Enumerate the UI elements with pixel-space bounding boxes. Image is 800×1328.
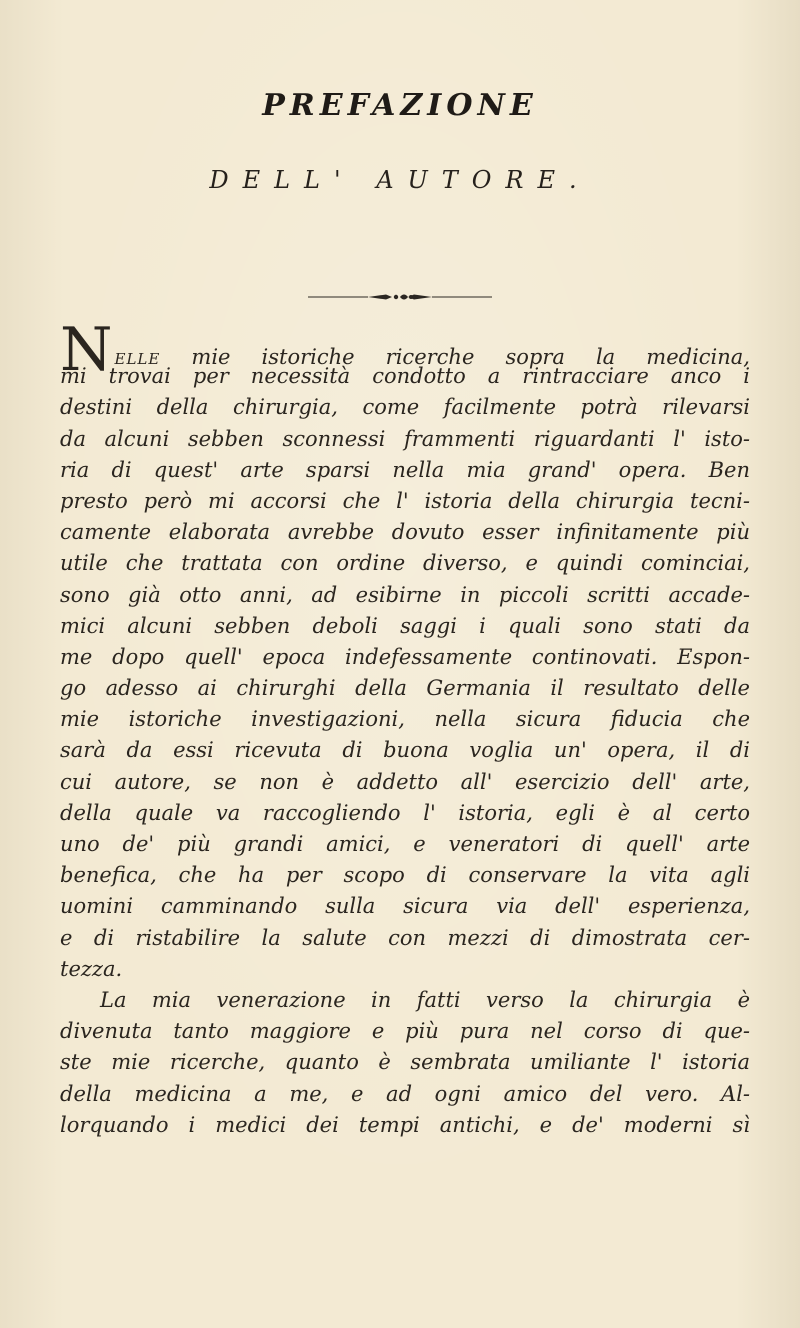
text-line: ste mie ricerche, quanto è sembrata umiliante l' istoria: [60, 1050, 750, 1075]
ornament-divider-icon: [308, 290, 492, 304]
drop-cap: N: [60, 315, 113, 385]
text-line: e di ristabilire la salute con mezzi di dimostrata cer-: [60, 925, 750, 950]
text-line: da alcuni sebben sconnessi frammenti riguardanti l' isto-: [60, 426, 750, 451]
page-subtitle: DELL' AUTORE.: [209, 166, 591, 194]
text-line: benefica, che ha per scopo di conservare la vita agli: [60, 863, 750, 888]
text-line: mi trovai per necessità condotto a rintracciare anco i: [60, 364, 750, 389]
text-line: lorquando i medici dei tempi antichi, e de' moderni sì: [60, 1112, 750, 1137]
text-line: tezza.: [60, 956, 123, 981]
text-line: NELLE mie istoriche ricerche sopra la medicina,: [60, 315, 750, 385]
text-line: uomini camminando sulla sicura via dell' esperienza,: [60, 894, 750, 919]
text-line: ria di quest' arte sparsi nella mia grand' opera. Ben: [60, 457, 750, 482]
preface-body: [60, 315, 750, 1141]
text-line: utile che trattata con ordine diverso, e quindi cominciai,: [60, 551, 750, 576]
text-line: camente elaborata avrebbe dovuto esser infinitamente più: [60, 520, 750, 545]
page-title: PREFAZIONE: [262, 88, 538, 123]
first-word: ELLE: [114, 350, 161, 368]
text-line: della medicina a me, e ad ogni amico del vero. Al-: [60, 1081, 750, 1106]
text-line: La mia venerazione in fatti verso la chirurgia è: [100, 987, 750, 1012]
text-line: divenuta tanto maggiore e più pura nel corso di que-: [60, 1019, 750, 1044]
text-line: go adesso ai chirurghi della Germania il resultato delle: [60, 676, 750, 701]
text-line: presto però mi accorsi che l' istoria della chirurgia tecni-: [60, 488, 750, 513]
text-line: sono già otto anni, ad esibirne in piccoli scritti accade-: [60, 582, 750, 607]
text-line: destini della chirurgia, come facilmente potrà rilevarsi: [60, 395, 750, 420]
text-line: uno de' più grandi amici, e veneratori di quell' arte: [60, 832, 750, 856]
text-line: della quale va raccogliendo l' istoria, egli è al certo: [60, 800, 750, 825]
text-line: sarà da essi ricevuta di buona voglia un' opera, il di: [60, 738, 750, 763]
text-line: mici alcuni sebben deboli saggi i quali sono stati da: [60, 613, 750, 638]
text-line: me dopo quell' epoca indefessamente continovati. Espon-: [60, 644, 750, 669]
text-line: mie istoriche investigazioni, nella sicura fiducia che: [60, 707, 750, 732]
text-line: cui autore, se non è addetto all' esercizio dell' arte,: [60, 769, 750, 794]
